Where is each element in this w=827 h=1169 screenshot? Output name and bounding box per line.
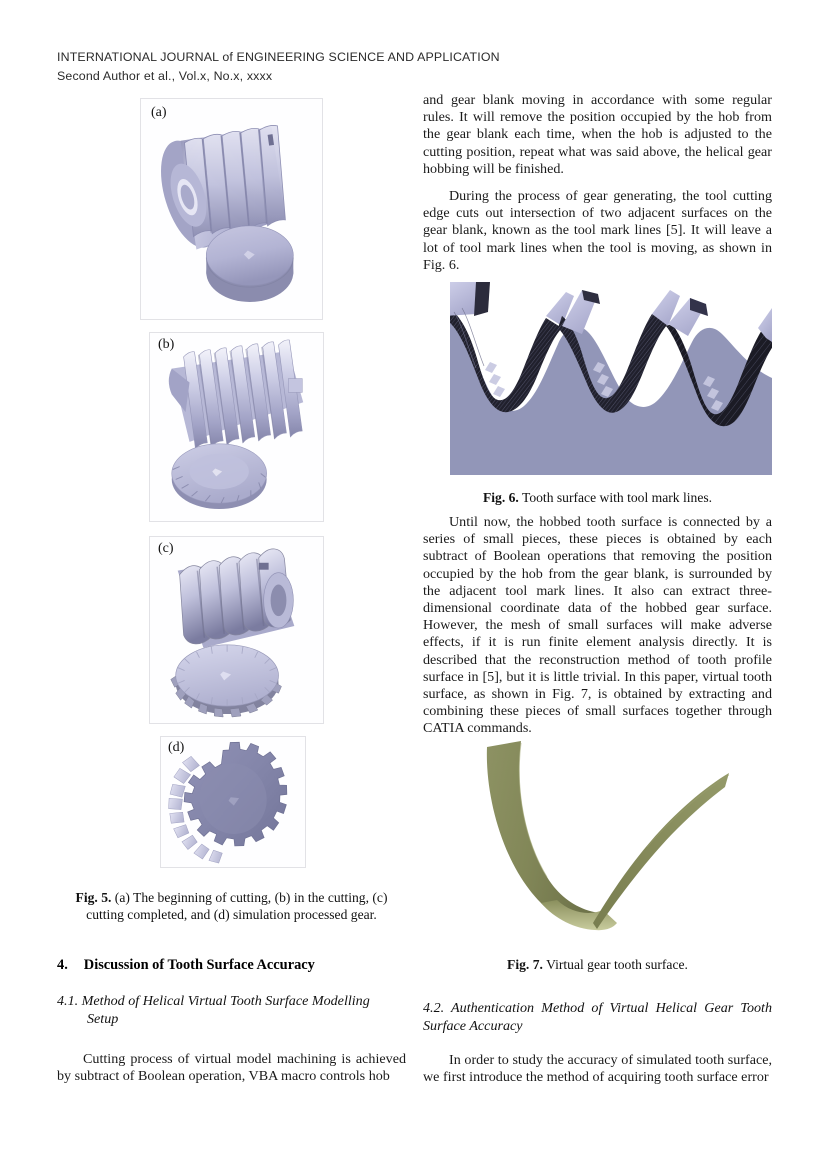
right-paragraph-3: Until now, the hobbed tooth surface is connected by a series of small pieces, these pieces is obtained by each subtract of Boolean operations that removing the position occupied by the hob from the gear blank, is surrounded by the adjacent tool mark lines. It also can extract three-dimensional coordinate data of the hobbed gear surface. However, the mesh of small surfaces will make adverse effects, if it is run finite element analysis directly. It is described that the reconstruction method of tooth profile surface in [5], but it is little trivial. In this paper, virtual tooth surface, as shown in Fig. 7, is obtained by extracting and combining these pieces of small surfaces together through CATIA commands. [423, 514, 772, 737]
figure-6-caption-label: Fig. 6. [482, 490, 519, 505]
right-column [423, 92, 772, 1086]
right-paragraph-1: and gear blank moving in accordance with some regular rules. It will remove the position occupied by the hob from the gear blank each time, when the hob is adjusted to the cutting position, repeat what was said above, the helical gear hobbing will be finished. [423, 92, 772, 177]
subsection-42-title: Authentication Method of Virtual Helical Gear Tooth Surface Accuracy [423, 1000, 772, 1034]
author-citation: Second Author et al., Vol.x, No.x, xxxx [57, 69, 273, 83]
panel-label-c: (c) [158, 541, 174, 556]
journal-title: INTERNATIONAL JOURNAL of ENGINEERING SCIENCE AND APPLICATION [57, 50, 500, 64]
subsection-heading-4-1 [57, 993, 406, 1028]
figure-5-caption [57, 889, 406, 923]
figure-6-caption-text: Tooth surface with tool mark lines. [518, 490, 713, 505]
panel-label-b: (b) [158, 337, 175, 352]
section-4-number: 4. [57, 957, 68, 973]
figure-5a-panel [140, 98, 323, 320]
figure-7-caption-text: Virtual gear tooth surface. [542, 957, 688, 972]
section-4-title: Discussion of Tooth Surface Accuracy [83, 957, 315, 973]
panel-label-d: (d) [168, 740, 185, 755]
subsection-heading-4-2 [423, 1000, 772, 1035]
subsection-41-number: 4.1. [57, 993, 79, 1009]
figure-7-image [463, 737, 753, 942]
right-paragraph-4: In order to study the accuracy of simulated tooth surface, we first introduce the method of acquiring tooth surface error [423, 1052, 772, 1086]
figure-5b-panel [149, 332, 324, 522]
panel-label-a: (a) [151, 105, 167, 120]
subsection-41-title: Method of Helical Virtual Tooth Surface Modelling [81, 993, 370, 1009]
running-head [57, 48, 557, 86]
figure-5d-panel [160, 736, 306, 868]
left-paragraph-1: Cutting process of virtual model machining is achieved by subtract of Boolean operation, VBA macro controls hob [57, 1051, 406, 1085]
figure-5-caption-label: Fig. 5. [75, 890, 112, 905]
figure-7-caption [423, 956, 772, 973]
section-heading-4 [57, 957, 406, 974]
figure-7-svg [463, 737, 753, 942]
figure-5b-image [150, 333, 323, 521]
figure-5a-image [141, 99, 322, 319]
figure-6-svg [450, 282, 772, 475]
figure-5-caption-text: (a) The beginning of cutting, (b) in the cutting, (c) cutting completed, and (d) simulation processed gear. [86, 890, 388, 922]
figure-6-image [450, 282, 772, 475]
right-paragraph-2: During the process of gear generating, the tool cutting edge cuts out intersection of two adjacent surfaces on the gear blank, known as the tool mark lines [5]. It will leave a lot of tool mark lines when the tool is moving, as shown in Fig. 6. [423, 188, 772, 273]
figure-7-caption-label: Fig. 7. [507, 957, 543, 972]
figure-5d-image [161, 737, 305, 867]
figure-6-caption [423, 489, 772, 506]
subsection-41-title-cont: Setup [87, 1010, 119, 1027]
figure-5c-image [150, 537, 323, 723]
subsection-42-number: 4.2. [423, 1000, 445, 1016]
figure-5c-panel [149, 536, 324, 724]
